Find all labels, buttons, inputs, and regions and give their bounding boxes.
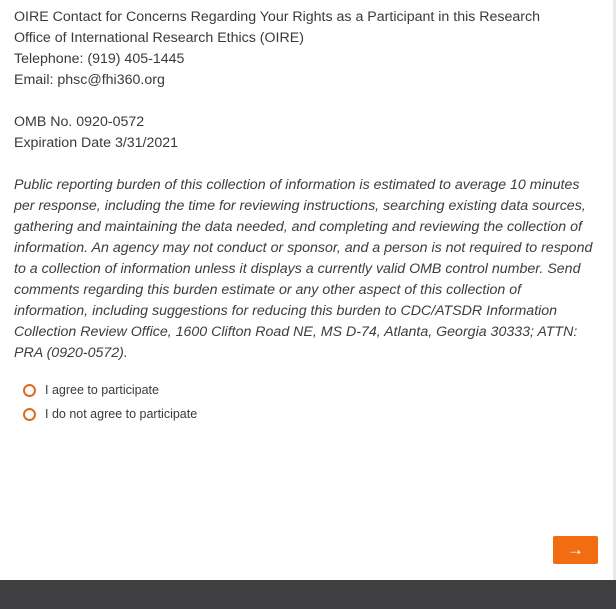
radio-button-disagree[interactable] <box>23 408 36 421</box>
contact-heading: OIRE Contact for Concerns Regarding Your Rights as a Participant in this Research <box>14 9 540 25</box>
radio-button-agree[interactable] <box>23 384 36 397</box>
contact-email: Email: phsc@fhi360.org <box>14 72 165 88</box>
arrow-right-icon: → <box>567 540 584 559</box>
footer-bar <box>0 580 616 609</box>
option-agree-label: I agree to participate <box>45 383 159 397</box>
option-agree[interactable] <box>23 378 596 402</box>
omb-number: OMB No. 0920-0572 <box>14 114 145 130</box>
option-disagree-label: I do not agree to participate <box>45 407 198 421</box>
contact-office: Office of International Research Ethics (OIRE) <box>14 30 304 46</box>
survey-question-content <box>14 7 596 426</box>
burden-statement: Public reporting burden of this collection of information is estimated to average 10 minutes per response, including the time for reviewing instructions, searching existing data sources, gathering and maintaining the data needed, and completing and reviewing the collection of information. An agency may not conduct or sponsor, and a person is not required to respond to a collection of information unless it displays a currently valid OMB control number. Send comments regarding this burden estimate or any other aspect of this collection of information, including suggestions for reducing this burden to CDC/ATSDR Information Collection Review Office, 1600 Clifton Road NE, MS D-74, Atlanta, Georgia 30333; ATTN: PRA (0920-0572). <box>14 177 593 361</box>
next-button[interactable] <box>553 536 598 564</box>
omb-expiration: Expiration Date 3/31/2021 <box>14 135 179 151</box>
option-disagree[interactable] <box>23 402 596 426</box>
consent-options <box>23 378 596 426</box>
contact-telephone: Telephone: (919) 405-1445 <box>14 51 185 67</box>
